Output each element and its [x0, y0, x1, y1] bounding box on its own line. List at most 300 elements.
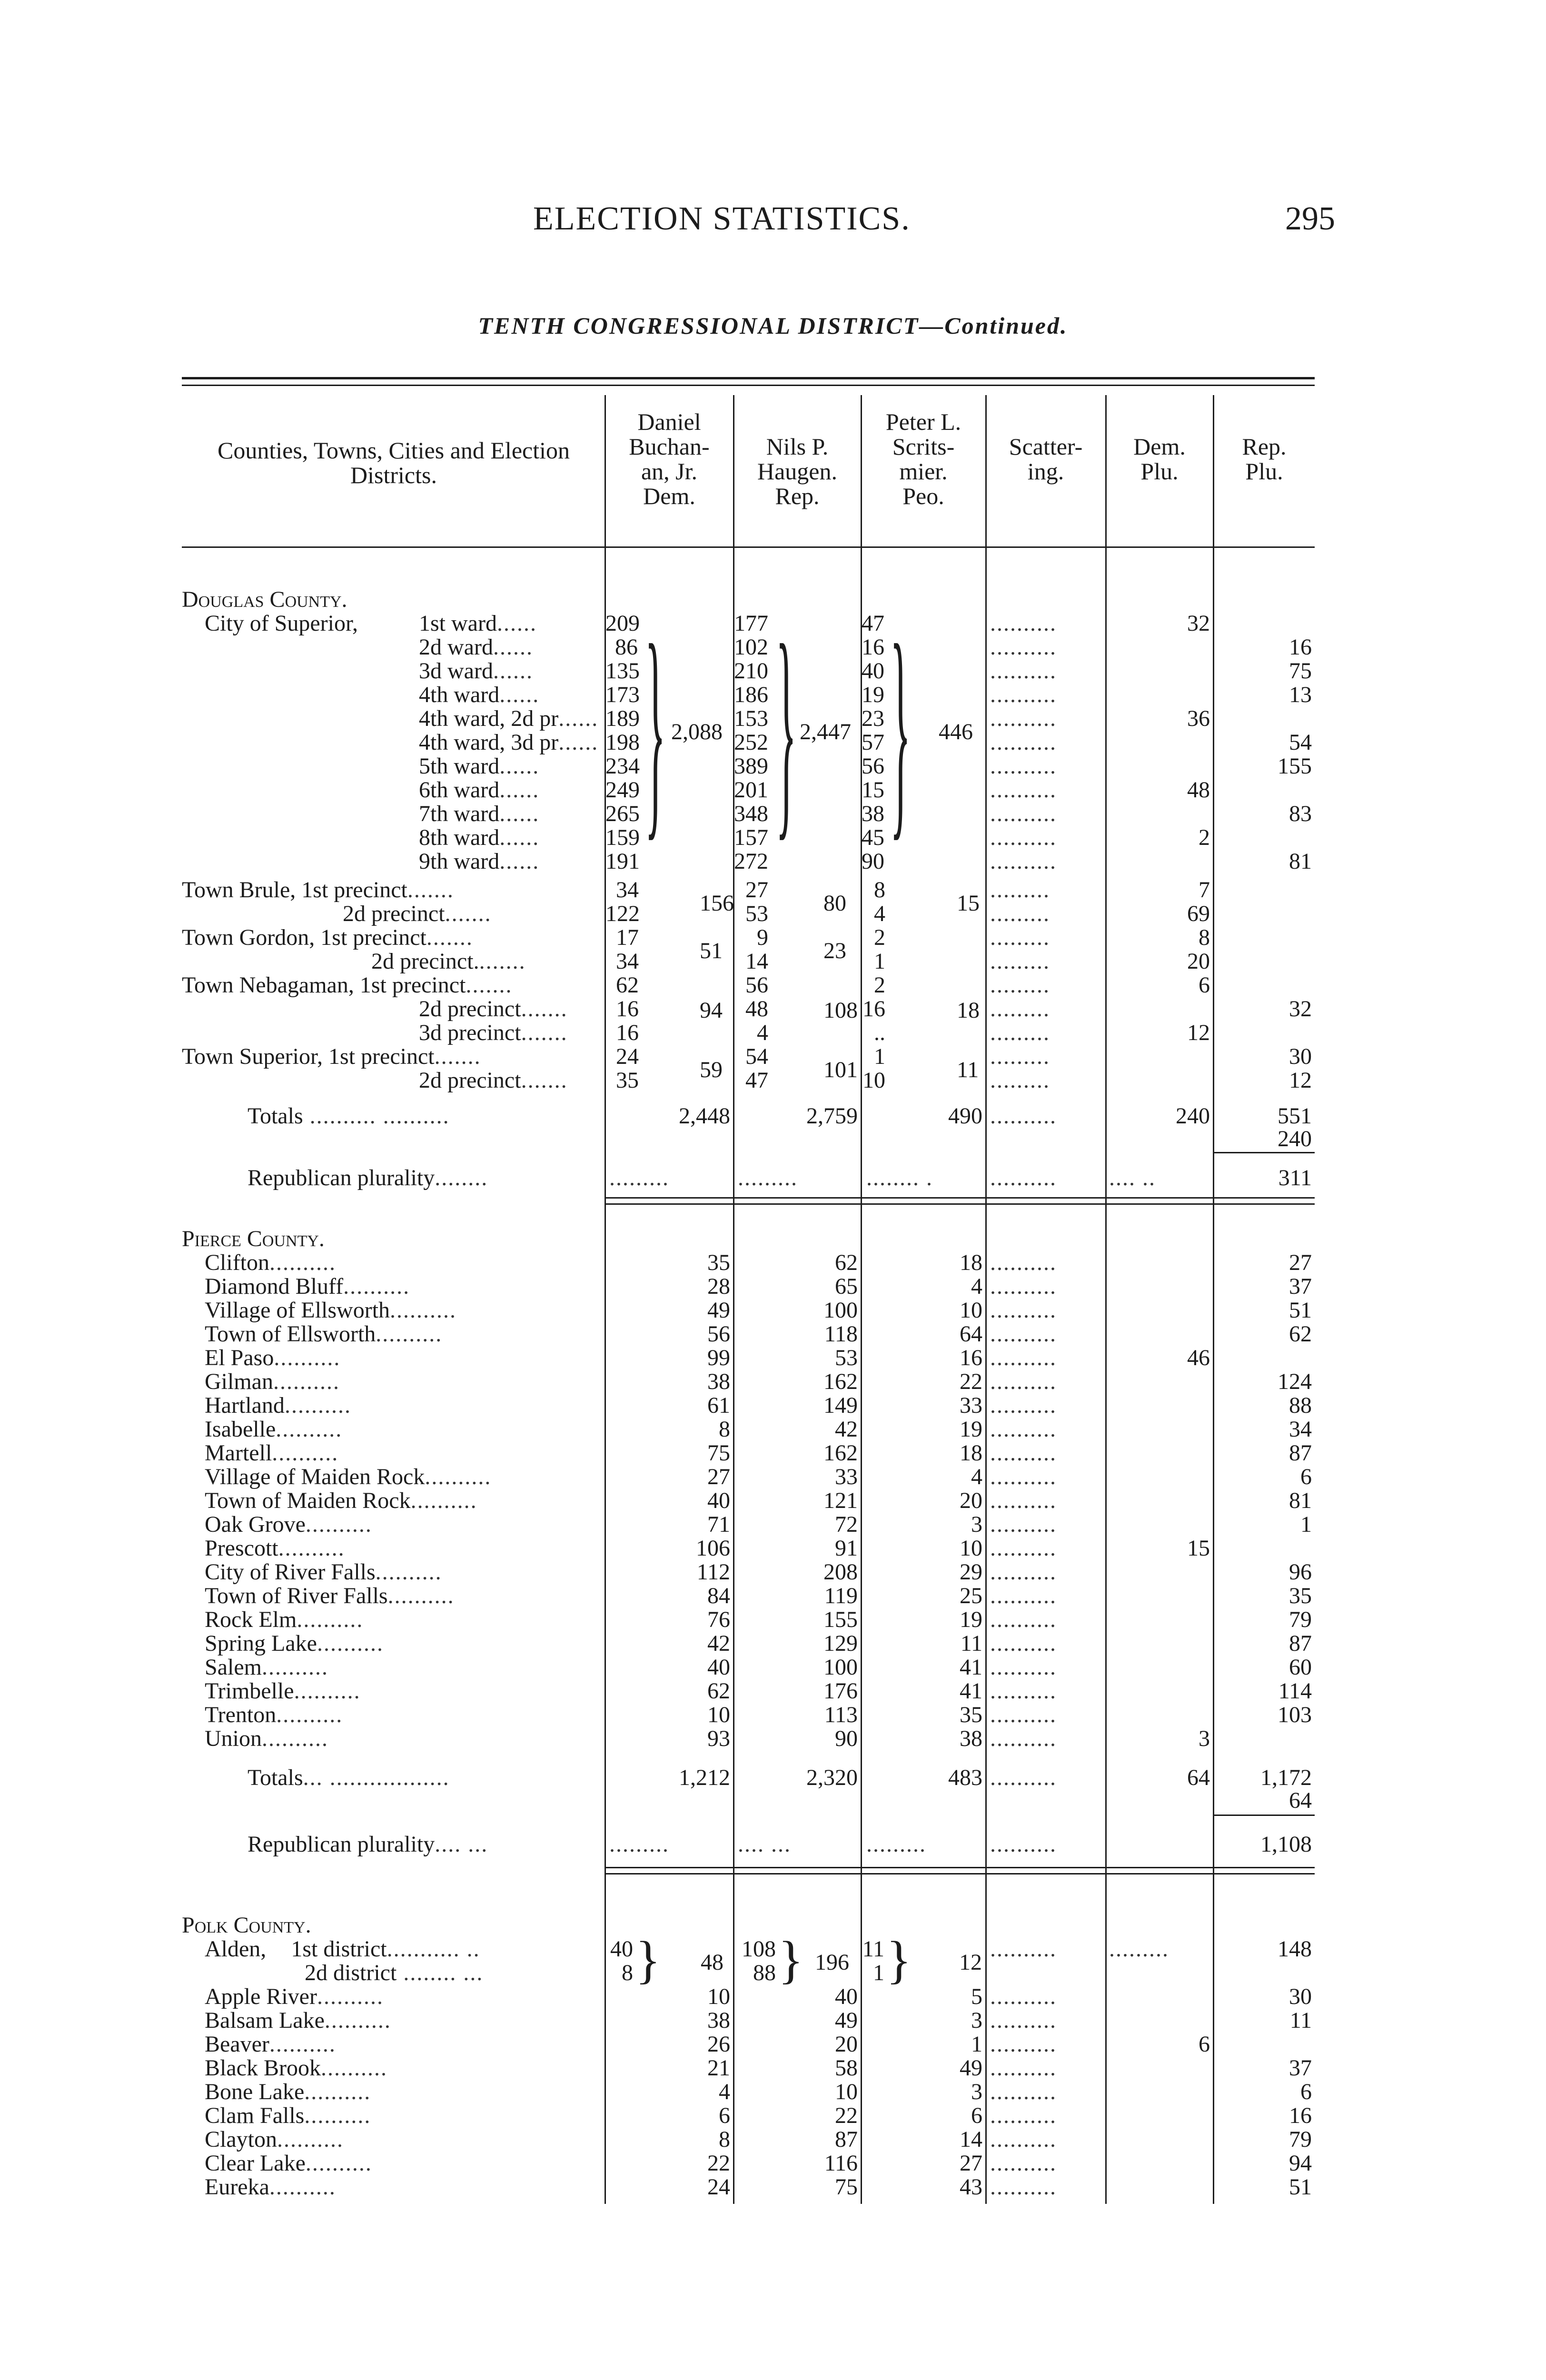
col-header-rplu: Rep. Plu.	[1242, 433, 1287, 485]
dem-votes: 249	[605, 777, 640, 803]
alden-peo-brace: }	[886, 1931, 912, 1989]
table-row: Clear Lake.......... 22 116 27 .......... 94	[205, 2151, 1312, 2176]
dem-votes: 6	[719, 2103, 730, 2128]
peo-votes: 8	[874, 877, 885, 902]
rep-votes: 10	[835, 2079, 858, 2104]
dem-votes: 112	[696, 1559, 730, 1585]
rep-plurality: 79	[1289, 2127, 1312, 2152]
dem-plurality: 8	[1199, 925, 1210, 950]
peo-votes: 35	[960, 1702, 982, 1727]
row-label: 4th ward, 3d pr......	[419, 730, 599, 755]
dem-plurality: 69	[1187, 901, 1210, 926]
peo-votes: 43	[960, 2174, 982, 2200]
dem-plurality: 12	[1187, 1020, 1210, 1045]
row-label: 2d precinct.......	[419, 996, 568, 1021]
row-label: Oak Grove..........	[205, 1512, 372, 1537]
rep-votes: 56	[745, 972, 768, 998]
rep-plurality: 87	[1289, 1631, 1312, 1656]
table-row: 2d precinct........ 34 14 1 ......... 20	[371, 949, 1210, 974]
dem-votes: 71	[707, 1512, 730, 1537]
peo-votes: 2	[874, 925, 885, 950]
rep-plurality: 27	[1289, 1250, 1312, 1275]
dem-plurality: 48	[1187, 777, 1210, 803]
peo-votes: 22	[960, 1369, 982, 1394]
row-label: El Paso..........	[205, 1345, 341, 1370]
dem-plurality: 6	[1199, 2032, 1210, 2057]
town-rep-total: 80	[823, 891, 846, 916]
peo-votes: 4	[971, 1274, 982, 1299]
peo-votes: 10	[862, 1068, 885, 1093]
dem-votes: 16	[616, 996, 639, 1021]
rep-plurality: 96	[1289, 1559, 1312, 1585]
dem-votes: 122	[605, 901, 640, 926]
rep-votes: 177	[734, 611, 768, 636]
table-row: Trenton.......... 10 113 35 .......... 103	[205, 1702, 1312, 1727]
row-label: 3d precinct.......	[419, 1020, 568, 1045]
table-top-rule-2	[182, 385, 1315, 386]
dem-votes: 191	[605, 849, 640, 874]
peo-votes: 3	[971, 2079, 982, 2104]
rep-votes: 53	[745, 901, 768, 926]
dem-plurality: 3	[1199, 1726, 1210, 1751]
row-label: Town Brule, 1st precinct.......	[182, 877, 454, 902]
row-label: Isabelle..........	[205, 1417, 343, 1442]
dem-plurality: 46	[1187, 1345, 1210, 1370]
row-label: Balsam Lake..........	[205, 2008, 391, 2033]
table-row: El Paso.......... 99 53 16 .......... 46	[205, 1345, 1210, 1370]
rep-plurality: 13	[1289, 682, 1312, 707]
table-row: Clayton.......... 8 87 14 .......... 79	[205, 2127, 1312, 2152]
rep-votes: 186	[734, 682, 768, 707]
row-label: 2d ward......	[419, 635, 533, 660]
table-row: Salem.......... 40 100 41 .......... 60	[205, 1655, 1312, 1680]
table-row: Town Nebagaman, 1st precinct....... 62 56 2 ......... 6	[182, 972, 1210, 998]
peo-votes: 57	[862, 730, 884, 755]
rep-votes: 100	[823, 1655, 858, 1680]
row-label: Town Nebagaman, 1st precinct.......	[182, 972, 513, 998]
dem-votes: 56	[707, 1321, 730, 1347]
rep-plurality: 81	[1289, 849, 1312, 874]
city-peo-brace: }	[890, 596, 911, 860]
row-label: 9th ward......	[419, 849, 540, 874]
rep-votes: 72	[835, 1512, 858, 1537]
row-label: 6th ward......	[419, 777, 540, 803]
table-row: Apple River.......... 10 40 5 .......... 30	[205, 1984, 1312, 2009]
pierce-plurality-row: Republican plurality.... ... ......... .... ... ......... .......... 1,108	[248, 1832, 1312, 1857]
city-rep-brace: }	[776, 596, 797, 860]
pierce-end-rule-2	[605, 1873, 1315, 1874]
table-row: 2d ward...... 86 102 16 .......... 16	[419, 635, 1312, 660]
table-row: Diamond Bluff.......... 28 65 4 .......... 37	[205, 1274, 1312, 1299]
dem-votes: 35	[616, 1068, 639, 1093]
peo-votes: 1	[874, 1044, 885, 1069]
dem-plurality: 2	[1199, 825, 1210, 850]
dem-votes: 189	[605, 706, 640, 731]
table-row: 9th ward...... 191 272 90 .......... 81	[419, 849, 1312, 874]
dem-votes: 49	[707, 1298, 730, 1323]
rep-plurality: 30	[1289, 1044, 1312, 1069]
peo-votes: 47	[862, 611, 884, 636]
rep-votes: 42	[835, 1417, 858, 1442]
rep-plurality: 35	[1289, 1583, 1312, 1608]
town-dem-total: 51	[700, 938, 723, 963]
rep-votes: 252	[734, 730, 768, 755]
douglas-totals-row: Totals .......... .......... 2,448 2,759 490 .......... 240 551	[248, 1103, 1312, 1129]
row-label: Rock Elm..........	[205, 1607, 364, 1632]
peo-votes: 56	[862, 754, 884, 779]
dem-votes: 10	[707, 1702, 730, 1727]
row-label: Prescott..........	[205, 1536, 345, 1561]
rep-plurality: 83	[1289, 801, 1312, 826]
peo-votes: 33	[960, 1393, 982, 1418]
peo-votes: 19	[960, 1417, 982, 1442]
peo-votes: 18	[960, 1250, 982, 1275]
row-label: Clam Falls..........	[205, 2103, 371, 2128]
rep-votes: 53	[835, 1345, 858, 1370]
rep-plurality: 1	[1300, 1512, 1312, 1537]
page-number: 295	[1285, 200, 1335, 237]
rep-plurality: 16	[1289, 2103, 1312, 2128]
rep-plurality: 32	[1289, 996, 1312, 1021]
table-row: Town Superior, 1st precinct....... 24 54 1 ......... 30	[182, 1044, 1312, 1069]
row-label: Clayton..........	[205, 2127, 344, 2152]
row-label: Martell..........	[205, 1440, 339, 1466]
header-bottom-rule	[182, 546, 1315, 548]
rep-plurality: 81	[1289, 1488, 1312, 1513]
dem-plurality: 6	[1199, 972, 1210, 998]
table-row: 2d precinct....... 16 48 16 ......... 32	[419, 996, 1312, 1021]
dem-votes: 209	[605, 611, 640, 636]
rep-votes: 102	[734, 635, 768, 660]
peo-votes: 38	[862, 801, 884, 826]
douglas-totals-row-2: 240	[1278, 1126, 1312, 1151]
rep-votes: 65	[835, 1274, 858, 1299]
row-label: 1st ward......	[419, 611, 537, 636]
rep-votes: 129	[823, 1631, 858, 1656]
row-label: 3d ward......	[419, 658, 533, 684]
table-row: 6th ward...... 249 201 15 .......... 48	[419, 777, 1210, 803]
row-label: Trenton..........	[205, 1702, 343, 1727]
peo-votes: 10	[960, 1298, 982, 1323]
table-row: 1st ward...... 209 177 47 .......... 32	[419, 611, 1210, 636]
row-label: 2d precinct........	[371, 949, 526, 974]
peo-votes: 5	[971, 1984, 982, 2009]
rep-plurality: 51	[1289, 2174, 1312, 2200]
dem-votes: 159	[605, 825, 640, 850]
rep-plurality: 16	[1289, 635, 1312, 660]
rep-votes: 58	[835, 2055, 858, 2081]
dem-votes: 38	[707, 2008, 730, 2033]
table-row: Spring Lake.......... 42 129 11 .......... 87	[205, 1631, 1312, 1656]
city-peo-total: 446	[939, 719, 973, 744]
table-row: Eureka.......... 24 75 43 .......... 51	[205, 2174, 1312, 2200]
table-row: Beaver.......... 26 20 1 .......... 6	[205, 2032, 1210, 2057]
dem-votes: 173	[605, 682, 640, 707]
table-row: Union.......... 93 90 38 .......... 3	[205, 1726, 1210, 1751]
table-row: Black Brook.......... 21 58 49 .......... 37	[205, 2055, 1312, 2081]
rep-votes: 54	[745, 1044, 768, 1069]
rep-plurality: 103	[1278, 1702, 1312, 1727]
rep-votes: 14	[745, 949, 768, 974]
rep-votes: 119	[824, 1583, 858, 1608]
county-heading: Douglas County.	[182, 587, 347, 612]
dem-votes: 35	[707, 1250, 730, 1275]
rep-votes: 208	[823, 1559, 858, 1585]
town-dem-total: 156	[700, 891, 734, 916]
rep-plurality: 124	[1278, 1369, 1312, 1394]
dem-votes: 28	[707, 1274, 730, 1299]
row-label: Diamond Bluff..........	[205, 1274, 410, 1299]
town-peo-total: 15	[957, 891, 980, 916]
rep-plurality: 51	[1289, 1298, 1312, 1323]
row-label: 8th ward......	[419, 825, 540, 850]
rep-votes: 91	[835, 1536, 858, 1561]
row-label: Black Brook..........	[205, 2055, 387, 2081]
town-peo-total: 18	[957, 998, 980, 1023]
table-row: 3d ward...... 135 210 40 .......... 75	[419, 658, 1312, 684]
dem-votes: 265	[605, 801, 640, 826]
col-header-dem: Daniel Buchan- an, Jr. Dem.	[629, 408, 710, 509]
dem-votes: 99	[707, 1345, 730, 1370]
dem-votes: 76	[707, 1607, 730, 1632]
rep-votes: 201	[734, 777, 768, 803]
rep-plurality: 11	[1289, 2008, 1312, 2033]
dem-plurality: 32	[1187, 611, 1210, 636]
row-label: Town of Ellsworth..........	[205, 1321, 443, 1347]
rep-votes: 157	[734, 825, 768, 850]
douglas-plurality-row: Republican plurality........ ......... ......... ........ . .......... .... .. 311	[248, 1165, 1312, 1190]
page-title: ELECTION STATISTICS.	[533, 200, 911, 237]
dem-votes: 34	[616, 877, 639, 902]
row-label: 4th ward......	[419, 682, 540, 707]
peo-votes: 1	[971, 2032, 982, 2057]
row-label: 7th ward......	[419, 801, 540, 826]
rep-plurality: 62	[1289, 1321, 1312, 1347]
table-row: 2d district ........ ... 8 88 1	[305, 1960, 884, 1985]
dem-votes: 234	[605, 754, 640, 779]
rep-votes: 272	[734, 849, 768, 874]
peo-votes: 64	[960, 1321, 982, 1347]
dem-votes: 27	[707, 1464, 730, 1489]
table-row: 7th ward...... 265 348 38 .......... 83	[419, 801, 1312, 826]
rep-plurality: 30	[1289, 1984, 1312, 2009]
rep-plurality: 6	[1300, 2079, 1312, 2104]
dem-votes: 8	[719, 1417, 730, 1442]
dem-votes: 135	[605, 658, 640, 684]
dem-plurality: 7	[1199, 877, 1210, 902]
row-label: Union..........	[205, 1726, 328, 1751]
alden-dem-brace: }	[635, 1931, 661, 1989]
dem-votes: 40	[707, 1488, 730, 1513]
table-row: Town of Maiden Rock.......... 40 121 20 .......... 81	[205, 1488, 1312, 1513]
city-rep-total: 2,447	[800, 719, 851, 744]
peo-votes: 41	[960, 1655, 982, 1680]
peo-votes: 25	[960, 1583, 982, 1608]
alden-peo-total: 12	[959, 1950, 982, 1975]
rep-plurality: 75	[1289, 658, 1312, 684]
town-rep-total: 101	[823, 1057, 858, 1082]
peo-votes: 6	[971, 2103, 982, 2128]
peo-votes: 16	[960, 1345, 982, 1370]
rep-votes: 90	[835, 1726, 858, 1751]
rep-votes: 22	[835, 2103, 858, 2128]
rep-plurality: 155	[1278, 754, 1312, 779]
rep-plurality: 37	[1289, 1274, 1312, 1299]
peo-votes: 11	[960, 1631, 982, 1656]
rep-plurality: 88	[1289, 1393, 1312, 1418]
town-peo-total: 11	[957, 1057, 979, 1082]
table-row: Town of Ellsworth.......... 56 118 64 .......... 62	[205, 1321, 1312, 1347]
peo-votes: 16	[862, 996, 885, 1021]
rep-votes: 47	[745, 1068, 768, 1093]
row-label: Eureka..........	[205, 2174, 336, 2200]
dem-votes: 75	[707, 1440, 730, 1466]
rep-votes: 210	[734, 658, 768, 684]
peo-votes: 23	[862, 706, 884, 731]
table-row: Bone Lake.......... 4 10 3 .......... 6	[205, 2079, 1312, 2104]
table-row: Hartland.......... 61 149 33 .......... 88	[205, 1393, 1312, 1418]
town-dem-total: 59	[700, 1057, 723, 1082]
peo-votes: 18	[960, 1440, 982, 1466]
peo-votes: 45	[862, 825, 884, 850]
peo-votes: ..	[874, 1020, 885, 1045]
rep-votes: 33	[835, 1464, 858, 1489]
peo-votes: 20	[960, 1488, 982, 1513]
peo-votes: 14	[960, 2127, 982, 2152]
rep-votes: 9	[757, 925, 768, 950]
rep-votes: 118	[824, 1321, 858, 1347]
row-label: Village of Ellsworth..........	[205, 1298, 457, 1323]
row-label: 5th ward......	[419, 754, 540, 779]
row-label: City of River Falls..........	[205, 1559, 442, 1585]
table-row: Town of River Falls.......... 84 119 25 .......... 35	[205, 1583, 1312, 1608]
table-row: Balsam Lake.......... 38 49 3 .......... 11	[205, 2008, 1312, 2033]
city-dem-brace: }	[645, 596, 666, 860]
town-dem-total: 94	[700, 998, 723, 1023]
table-row: Isabelle.......... 8 42 19 .......... 34	[205, 1417, 1312, 1442]
row-label: Clear Lake..........	[205, 2151, 372, 2176]
dem-votes: 40	[707, 1655, 730, 1680]
table-row: 8th ward...... 159 157 45 .......... 2	[419, 825, 1210, 850]
rep-plurality: 37	[1289, 2055, 1312, 2081]
rep-votes: 113	[824, 1702, 858, 1727]
rep-votes: 176	[823, 1678, 858, 1704]
peo-votes: 29	[960, 1559, 982, 1585]
table-row: 5th ward...... 234 389 56 .......... 155	[419, 754, 1312, 779]
rep-votes: 100	[823, 1298, 858, 1323]
dem-votes: 62	[616, 972, 639, 998]
city-label: City of Superior,	[205, 611, 358, 636]
peo-votes: 49	[960, 2055, 982, 2081]
col-header-scat: Scatter- ing.	[1009, 433, 1083, 485]
rep-votes: 49	[835, 2008, 858, 2033]
col-header-rep: Nils P. Haugen. Rep.	[757, 433, 837, 509]
rep-votes: 153	[734, 706, 768, 731]
row-label: Bone Lake..........	[205, 2079, 371, 2104]
alden-rep-total: 196	[815, 1950, 849, 1975]
table-row: 2d precinct....... 122 53 4 ......... 69	[343, 901, 1210, 926]
peo-votes: 90	[862, 849, 884, 874]
rep-votes: 20	[835, 2032, 858, 2057]
pierce-totals-row-2: 64	[1289, 1788, 1312, 1813]
city-dem-total: 2,088	[671, 719, 723, 744]
row-label: Trimbelle..........	[205, 1678, 361, 1704]
table-subtitle: TENTH CONGRESSIONAL DISTRICT—Continued.	[478, 312, 1068, 339]
rep-votes: 62	[835, 1250, 858, 1275]
table-row: Town Gordon, 1st precinct....... 17 9 2 ......... 8	[182, 925, 1210, 950]
peo-votes: 38	[960, 1726, 982, 1751]
dem-votes: 10	[707, 1984, 730, 2009]
rep-votes: 389	[734, 754, 768, 779]
peo-votes: 3	[971, 1512, 982, 1537]
pierce-end-rule	[605, 1867, 1315, 1868]
rep-plurality: 60	[1289, 1655, 1312, 1680]
dem-votes: 34	[616, 949, 639, 974]
alden-rep-brace: }	[778, 1931, 803, 1989]
rep-votes: 155	[823, 1607, 858, 1632]
dem-plurality: 20	[1187, 949, 1210, 974]
table-row: City of River Falls.......... 112 208 29 .......... 96	[205, 1559, 1312, 1585]
rep-plurality: 54	[1289, 730, 1312, 755]
dem-votes: 42	[707, 1631, 730, 1656]
rep-votes: 4	[757, 1020, 768, 1045]
row-label: Town of River Falls..........	[205, 1583, 455, 1608]
plurality-rule	[1214, 1815, 1315, 1816]
row-label: 2d precinct.......	[419, 1068, 568, 1093]
rep-votes: 40	[835, 1984, 858, 2009]
rep-votes: 162	[823, 1440, 858, 1466]
town-rep-total: 108	[823, 998, 858, 1023]
row-label: 2d precinct.......	[343, 901, 492, 926]
alden-dem-total: 48	[701, 1950, 723, 1975]
rep-votes: 162	[823, 1369, 858, 1394]
row-label: Salem..........	[205, 1655, 328, 1680]
dem-votes: 17	[616, 925, 639, 950]
peo-votes: 1	[874, 949, 885, 974]
col-header-area: Counties, Towns, Cities and Election Districts.	[218, 437, 570, 488]
peo-votes: 16	[862, 635, 884, 660]
peo-votes: 27	[960, 2151, 982, 2176]
pierce-totals-row: Totals... .................. 1,212 2,320 483 .......... 64 1,172	[248, 1765, 1312, 1790]
table-row: Oak Grove.......... 71 72 3 .......... 1	[205, 1512, 1312, 1537]
dem-votes: 24	[707, 2174, 730, 2200]
dem-votes: 38	[707, 1369, 730, 1394]
row-label: Village of Maiden Rock..........	[205, 1464, 492, 1489]
table-row: Town Brule, 1st precinct....... 34 27 8 ......... 7	[182, 877, 1210, 902]
peo-votes: 15	[862, 777, 884, 803]
row-label: Spring Lake..........	[205, 1631, 384, 1656]
dem-votes: 198	[605, 730, 640, 755]
dem-votes: 21	[707, 2055, 730, 2081]
table-row: Rock Elm.......... 76 155 19 .......... 79	[205, 1607, 1312, 1632]
dem-votes: 16	[616, 1020, 639, 1045]
rep-votes: 27	[745, 877, 768, 902]
table-row: Alden, 1st district........... .. 40 108 11 .......... ......... 148	[205, 1936, 1312, 1962]
peo-votes: 3	[971, 2008, 982, 2033]
peo-votes: 41	[960, 1678, 982, 1704]
row-label: Clifton..........	[205, 1250, 337, 1275]
dem-votes: 22	[707, 2151, 730, 2176]
row-label: Town Superior, 1st precinct.......	[182, 1044, 481, 1069]
rep-votes: 149	[823, 1393, 858, 1418]
table-row: Clam Falls.......... 6 22 6 .......... 16	[205, 2103, 1312, 2128]
dem-votes: 93	[707, 1726, 730, 1751]
dem-votes: 61	[707, 1393, 730, 1418]
row-label: Gilman..........	[205, 1369, 340, 1394]
rep-plurality: 6	[1300, 1464, 1312, 1489]
dem-votes: 26	[707, 2032, 730, 2057]
dem-plurality: 15	[1187, 1536, 1210, 1561]
